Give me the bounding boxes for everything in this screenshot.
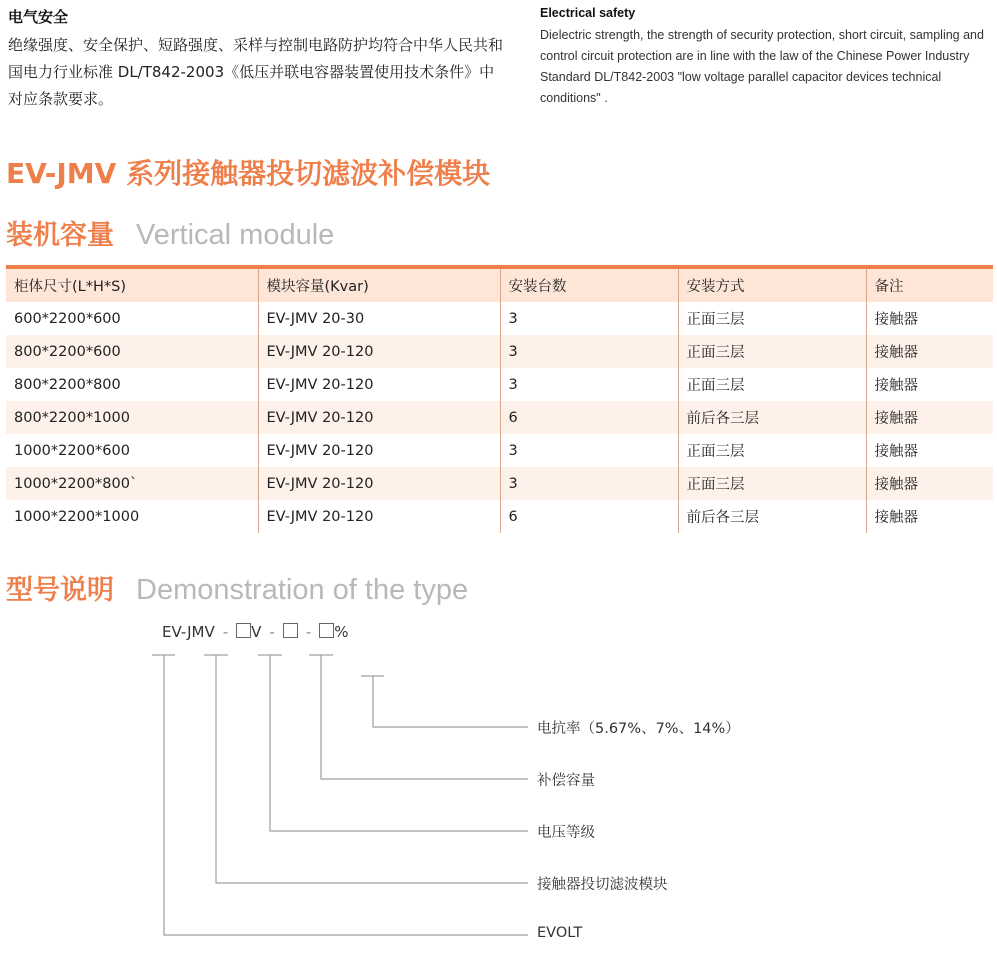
- table-cell: 6: [500, 401, 678, 434]
- legend-compensation-capacity: 补偿容量: [537, 773, 595, 789]
- table-cell: EV-JMV 20-120: [258, 467, 500, 500]
- table-cell: 1000*2200*600: [14, 442, 130, 459]
- table-cell: 前后各三层: [678, 500, 866, 533]
- column-header: 安装台数: [500, 269, 678, 302]
- leader-line: [216, 655, 528, 883]
- type-code: [162, 623, 349, 641]
- capacity-section-heading: [6, 213, 334, 252]
- type-code-prefix: EV-JMV: [162, 623, 215, 641]
- legend-reactance-rate: 电抗率（5.67%、7%、14%）: [537, 721, 740, 737]
- table-cell: EV-JMV 20-120: [258, 368, 500, 401]
- table-cell: EV-JMV 20-120: [258, 500, 500, 533]
- table-header-row: [6, 269, 993, 302]
- table-cell: 3: [500, 335, 678, 368]
- table-cell: 800*2200*600: [6, 335, 258, 368]
- table-cell: 前后各三层: [678, 401, 866, 434]
- table-row: [6, 401, 993, 434]
- table-cell: 6: [500, 500, 678, 533]
- table-row: [6, 434, 993, 467]
- table-cell: 1000*2200*800`: [6, 467, 258, 500]
- column-header: 备注: [866, 269, 993, 302]
- legend-brand: EVOLT: [537, 925, 583, 941]
- placeholder-box: [283, 623, 298, 638]
- leader-line: [270, 655, 528, 831]
- type-code-dash: -: [269, 623, 275, 641]
- column-header: 柜体尺寸(L*H*S): [6, 269, 258, 302]
- capacity-table: [6, 265, 993, 533]
- table-cell: 1000*2200*1000: [14, 508, 140, 525]
- safety-title-cn: 电气安全: [8, 8, 69, 26]
- table-cell: 800*2200*1000: [6, 401, 258, 434]
- table-cell: 接触器: [866, 302, 993, 335]
- table-cell: 接触器: [866, 368, 993, 401]
- safety-body-cn: 绝缘强度、安全保护、短路强度、采样与控制电路防护均符合中华人民共和国电力行业标准 DL/T842-2003《低压并联电容器装置使用技术条件》中对应条款要求。: [8, 36, 504, 108]
- capacity-table-grid: [6, 269, 993, 533]
- table-cell: 3: [500, 434, 678, 467]
- safety-body-en: Dielectric strength, the strength of security protection, short circuit, sampling and control circuit protection are in line with the law of the Chinese Power Industry Standard DL/T842-2003 "low voltage parallel capacitor devices technical conditions" .: [540, 28, 984, 105]
- table-cell: 正面三层: [678, 467, 866, 500]
- type-heading-cn: 型号说明: [6, 575, 114, 606]
- table-cell: EV-JMV 20-120: [258, 335, 500, 368]
- table-cell: 接触器: [866, 434, 993, 467]
- column-header: 安装方式: [678, 269, 866, 302]
- table-cell: EV-JMV 20-120: [258, 434, 500, 467]
- capacity-heading-en: Vertical module: [136, 219, 335, 251]
- table-cell: 正面三层: [678, 434, 866, 467]
- column-header: 模块容量(Kvar): [258, 269, 500, 302]
- legend-voltage-level: 电压等级: [537, 825, 595, 841]
- table-cell: 800*2200*800: [14, 376, 121, 393]
- leader-line: [373, 676, 528, 727]
- table-cell: 接触器: [866, 467, 993, 500]
- table-cell: 600*2200*600: [14, 310, 121, 327]
- table-cell: 3: [500, 302, 678, 335]
- table-cell: EV-JMV 20-30: [258, 302, 500, 335]
- table-row: [6, 302, 993, 335]
- table-row: [6, 500, 993, 533]
- table-row: [6, 368, 993, 401]
- table-cell: 接触器: [866, 401, 993, 434]
- type-heading-en: Demonstration of the type: [136, 574, 469, 606]
- capacity-heading-cn: 装机容量: [6, 220, 114, 251]
- type-code-unit-v: V: [251, 623, 262, 641]
- type-code-unit-pct: %: [334, 623, 349, 641]
- table-row: [6, 335, 993, 368]
- table-cell: 正面三层: [678, 302, 866, 335]
- placeholder-box: [319, 623, 334, 638]
- type-code-dash: -: [305, 623, 312, 641]
- leader-line: [321, 655, 528, 779]
- table-cell: 3: [500, 368, 678, 401]
- table-cell: EV-JMV 20-120: [258, 401, 500, 434]
- table-cell: 接触器: [866, 335, 993, 368]
- table-cell: 正面三层: [678, 335, 866, 368]
- safety-title-en: Electrical safety: [540, 6, 636, 20]
- type-code-dash: -: [222, 623, 229, 641]
- table-cell: 接触器: [866, 500, 993, 533]
- legend-module-type: 接触器投切滤波模块: [537, 877, 668, 893]
- type-section-heading: [6, 568, 468, 607]
- table-row: [6, 467, 993, 500]
- placeholder-box: [236, 623, 251, 638]
- leader-line: [164, 655, 528, 935]
- table-cell: 正面三层: [678, 368, 866, 401]
- table-cell: 3: [500, 467, 678, 500]
- page-title: EV-JMV 系列接触器投切滤波补偿模块: [6, 157, 491, 190]
